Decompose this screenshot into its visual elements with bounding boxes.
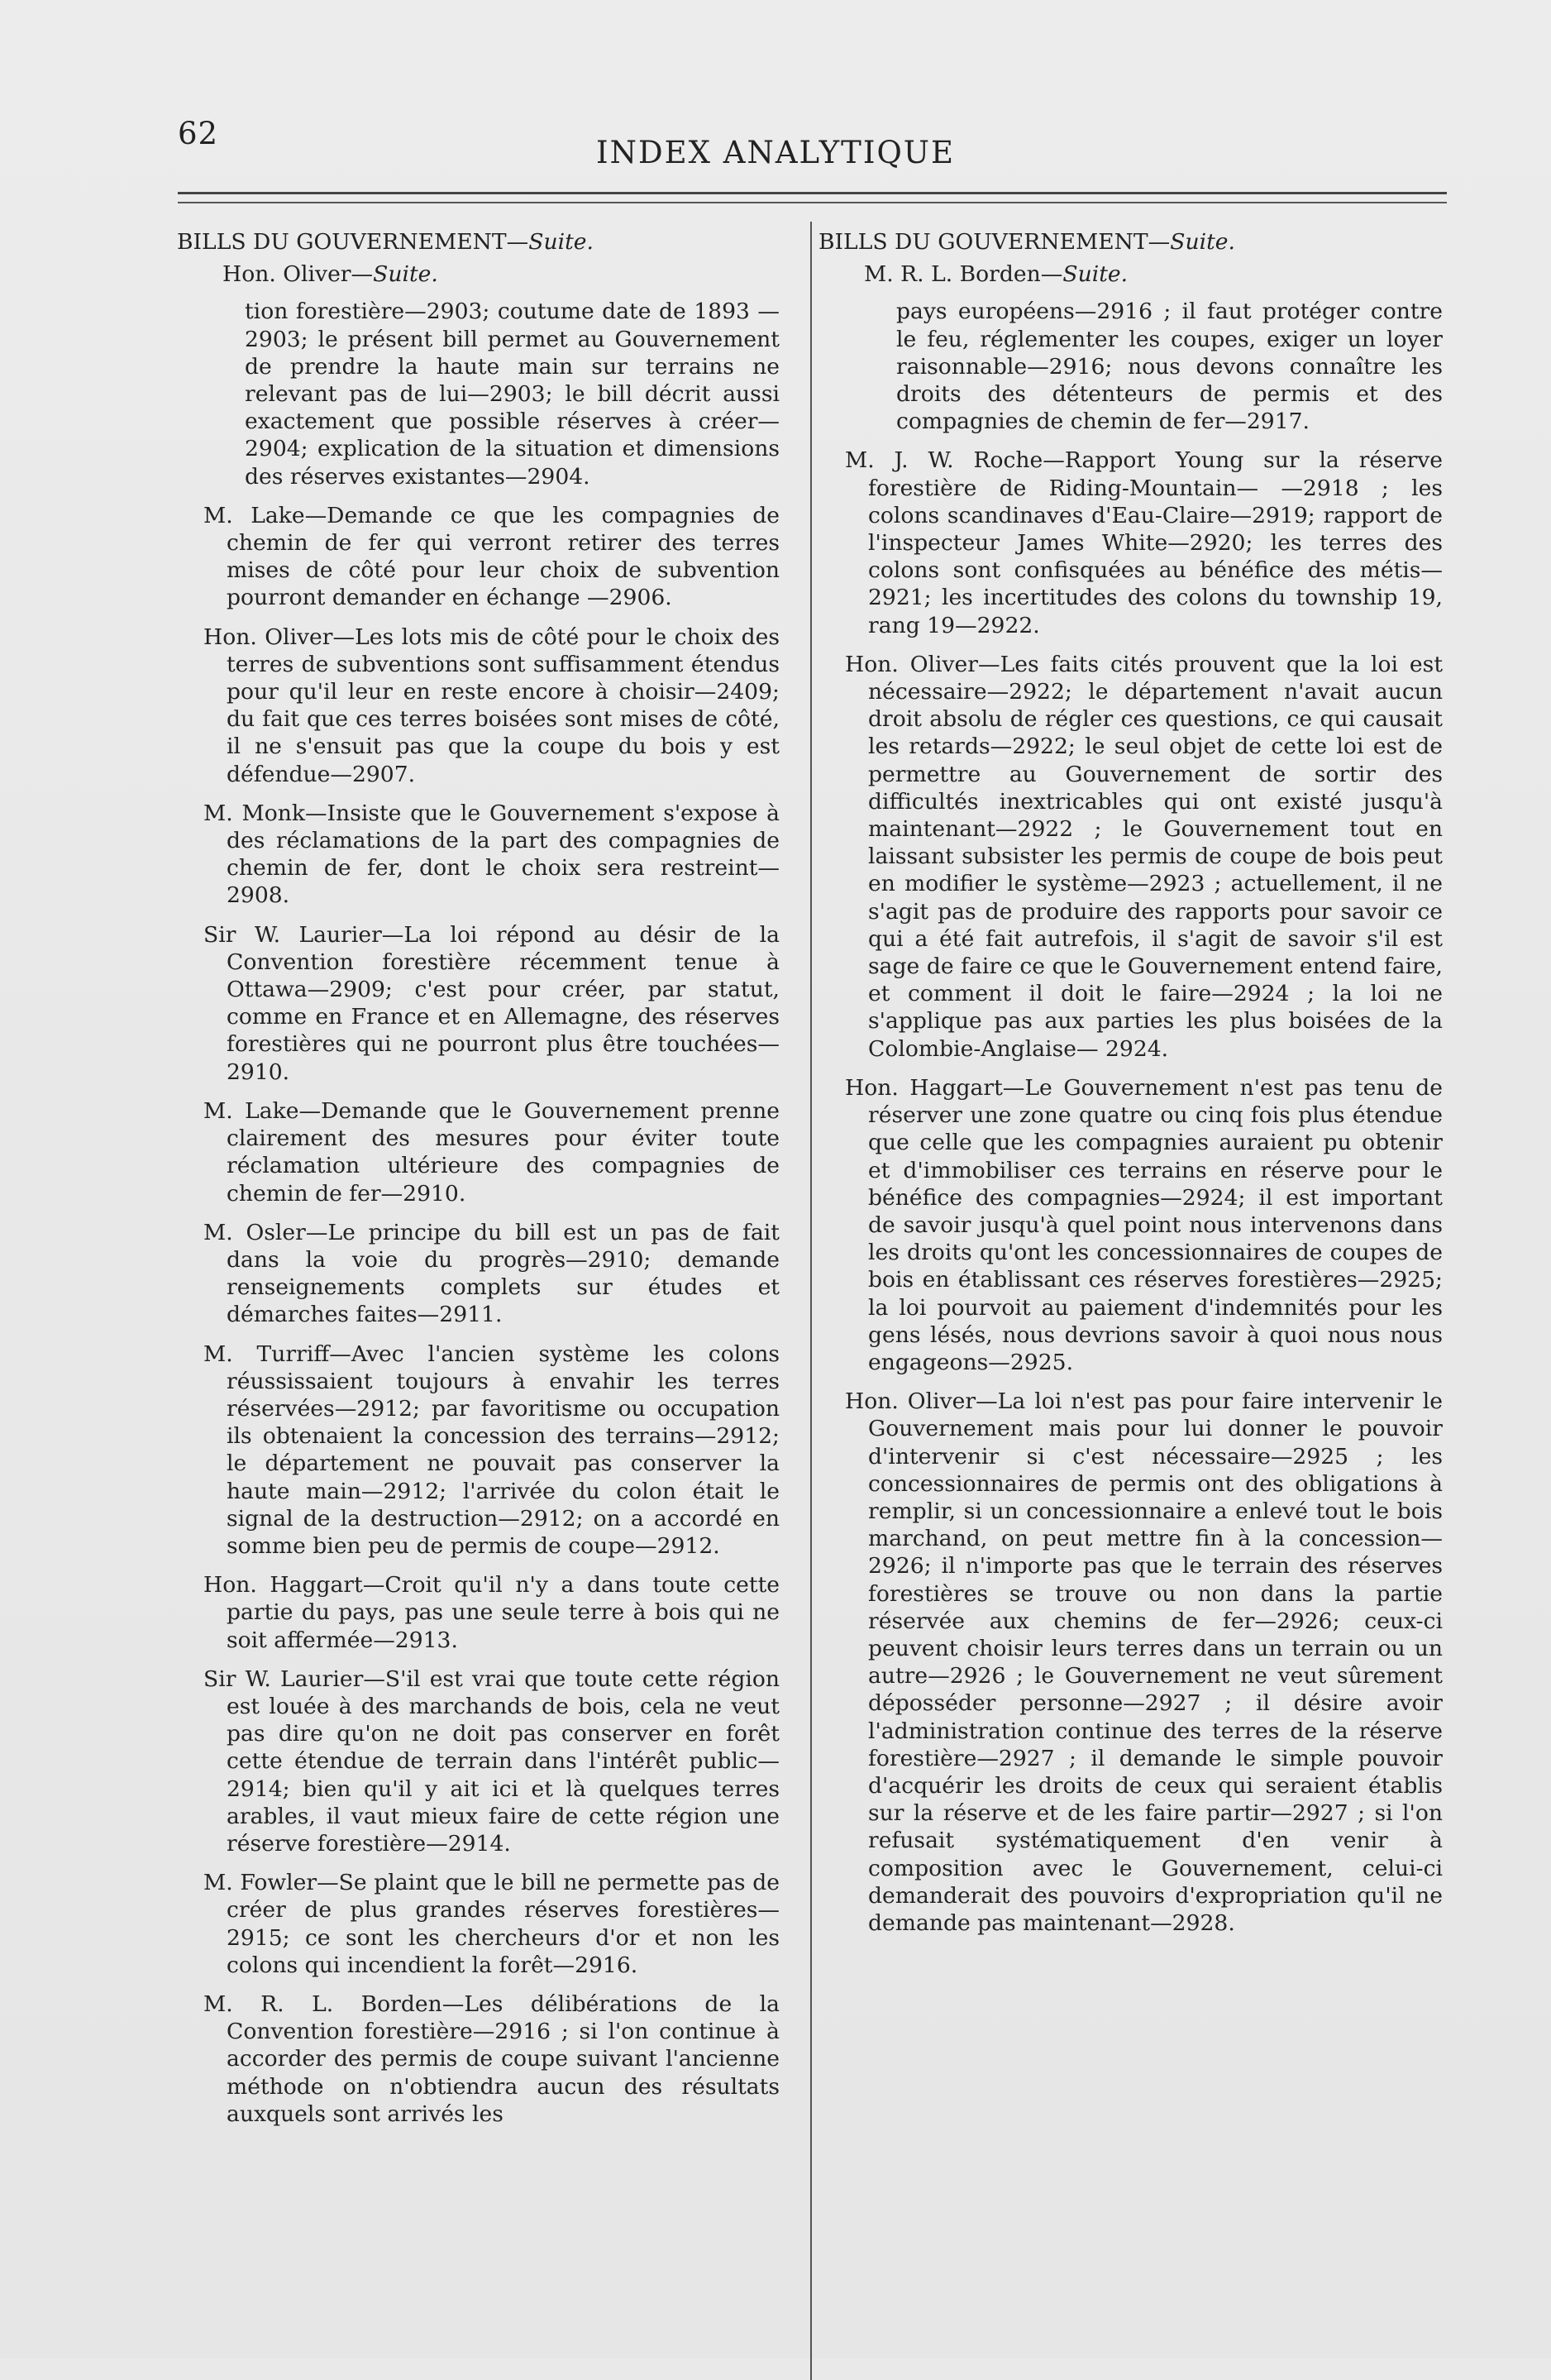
header-rule bbox=[178, 192, 1447, 203]
index-entry: M. Lake—Demande que le Gouvernement prenne clairement des mesures pour éviter toute réclamation ultérieure des compagnies de chemin de fer—2910. bbox=[203, 1097, 780, 1207]
subheading-text: Hon. Oliver— bbox=[222, 261, 374, 288]
subheading-suite: Suite. bbox=[1062, 261, 1129, 288]
running-head-title: INDEX ANALYTIQUE bbox=[595, 135, 956, 170]
subheading-text: M. R. L. Borden— bbox=[864, 261, 1063, 288]
index-entry: pays européens—2916 ; il faut protéger contre le feu, réglementer les coupes, exiger un loyer raisonnable—2916; nous devons connaître les droits des détenteurs de permis et des compagnies de chemin de fer—2917. bbox=[896, 299, 1443, 435]
section-heading-text: BILLS DU GOUVERNEMENT— bbox=[177, 229, 529, 255]
section-heading bbox=[818, 228, 1443, 256]
left-column bbox=[177, 228, 780, 2139]
section-heading-suite: Suite. bbox=[528, 229, 594, 255]
index-entry: Sir W. Laurier—La loi répond au désir de la Convention forestière récemment tenue à Ottawa—2909; c'est pour créer, par statut, comme en France et en Allemagne, des réserves forestières qui ne pourront plus être touchées—2910. bbox=[203, 921, 780, 1085]
section-heading-suite: Suite. bbox=[1170, 229, 1235, 255]
subheading bbox=[222, 260, 780, 288]
index-entry: Hon. Oliver—Les faits cités prouvent que la loi est nécessaire—2922; le département n'avait aucun droit absolu de régler ces questions, ce qui causait les retards—2922; le seul objet de cette loi est de permettre au Gouvernement de sortir des difficultés inextricables qui ont existé jusqu'à maintenant—2922 ; le Gouvernement tout en laissant subsister les permis de coupe de bois peut en modifier le système—2923 ; actuellement, il ne s'agit pas de produire des rapports pour savoir ce qui a été fait autrefois, il s'agit de savoir s'il est sage de faire ce que le Gouvernement entend faire, et comment il doit le faire—2924 ; la loi ne s'applique pas aux parties les plus boisées de la Colombie-Anglaise— 2924. bbox=[845, 651, 1443, 1062]
right-column bbox=[818, 228, 1443, 1948]
page-number: 62 bbox=[178, 116, 219, 151]
index-entry: Hon. Oliver—La loi n'est pas pour faire intervenir le Gouvernement mais pour lui donner le pouvoir d'intervenir si c'est nécessaire—2925 ; les concessionnaires de permis ont des obligations à remplir, si un concessionnaire a enlevé tout le bois marchand, on peut mettre fin à la concession—2926; il n'importe pas que le terrain des réserves forestières se trouve ou non dans la partie réservée aux chemins de fer—2926; ceux-ci peuvent choisir leurs terres dans un terrain ou un autre—2926 ; le Gouvernement ne veut sûrement déposséder personne—2927 ; il désire avoir l'administration continue des terres de la réserve forestière—2927 ; il demande le simple pouvoir d'acquérir les droits de ceux qui seraient établis sur la réserve et de les faire partir—2927 ; si l'on refusait systématiquement d'en venir à composition avec le Gouvernement, celui-ci demanderait des pouvoirs d'expropriation qu'il ne demande pas maintenant—2928. bbox=[845, 1388, 1443, 1936]
column-divider bbox=[810, 222, 812, 2380]
index-entry: Hon. Haggart—Le Gouvernement n'est pas tenu de réserver une zone quatre ou cinq fois plus étendue que celle que les compagnies auraient pu obtenir et d'immobiliser ces terrains en réserve pour le bénéfice des compagnies—2924; il est important de savoir jusqu'à quel point nous intervenons dans les droits qu'ont les concessionnaires de coupes de bois en établissant ces réserves forestières—2925; la loi pourvoit au paiement d'indemnités pour les gens lésés, nous devrions savoir à quoi nous nous engageons—2925. bbox=[845, 1074, 1443, 1375]
index-entry: Hon. Haggart—Croit qu'il n'y a dans toute cette partie du pays, pas une seule terre à bois qui ne soit affermée—2913. bbox=[203, 1572, 780, 1653]
index-entry: M. Turriff—Avec l'ancien système les colons réussissaient toujours à envahir les terres réservées—2912; par favoritisme ou occupation ils obtenaient la concession des terrains—2912; le département ne pouvait pas conserver la haute main—2912; l'arrivée du colon était le signal de la destruction—2912; on a accordé en somme bien peu de permis de coupe—2912. bbox=[203, 1341, 780, 1559]
index-entry: M. Osler—Le principe du bill est un pas de fait dans la voie du progrès—2910; demande renseignements complets sur études et démarches faites—2911. bbox=[203, 1219, 780, 1328]
index-entry: Sir W. Laurier—S'il est vrai que toute cette région est louée à des marchands de bois, cela ne veut pas dire qu'on ne doit pas conserver en forêt cette étendue de terrain dans l'intérêt public—2914; bien qu'il y ait ici et là quelques terres arables, il vaut mieux faire de cette région une réserve forestière—2914. bbox=[203, 1666, 780, 1857]
subheading-suite: Suite. bbox=[373, 261, 438, 288]
section-heading bbox=[177, 228, 780, 256]
subheading bbox=[864, 260, 1443, 288]
index-entry: tion forestière—2903; coutume date de 1893 —2903; le présent bill permet au Gouvernement de prendre la haute main sur terrains ne relevant pas de lui—2903; le bill décrit aussi exactement que possible réserves à créer—2904; explication de la situation et dimensions des réserves existantes—2904. bbox=[245, 299, 780, 490]
index-entry: M. Lake—Demande ce que les compagnies de chemin de fer qui verront retirer des terres mises de côté pour leur choix de subvention pourront demander en échange —2906. bbox=[203, 502, 780, 611]
index-entry: M. J. W. Roche—Rapport Young sur la réserve forestière de Riding-Mountain— —2918 ; les colons scandinaves d'Eau-Claire—2919; rapport de l'inspecteur James White—2920; les terres des colons sont confisquées au bénéfice des métis—2921; les incertitudes des colons du township 19, rang 19—2922. bbox=[845, 447, 1443, 638]
section-heading-text: BILLS DU GOUVERNEMENT— bbox=[818, 229, 1171, 255]
index-entry: Hon. Oliver—Les lots mis de côté pour le choix des terres de subventions sont suffisamment étendus pour qu'il leur en reste encore à choisir—2409; du fait que ces terres boisées sont mises de côté, il ne s'ensuit pas que la coupe du bois y est défendue—2907. bbox=[203, 624, 780, 787]
index-entry: M. Fowler—Se plaint que le bill ne permette pas de créer de plus grandes réserves forestières—2915; ce sont les chercheurs d'or et non les colons qui incendient la forêt—2916. bbox=[203, 1870, 780, 1978]
index-entry: M. R. L. Borden—Les délibérations de la Convention forestière—2916 ; si l'on continue à accorder des permis de coupe suivant l'ancienne méthode on n'obtiendra aucun des résultats auxquels sont arrivés les bbox=[203, 1991, 780, 2127]
index-entry: M. Monk—Insiste que le Gouvernement s'expose à des réclamations de la part des compagnies de chemin de fer, dont le choix sera restreint—2908. bbox=[203, 800, 780, 909]
